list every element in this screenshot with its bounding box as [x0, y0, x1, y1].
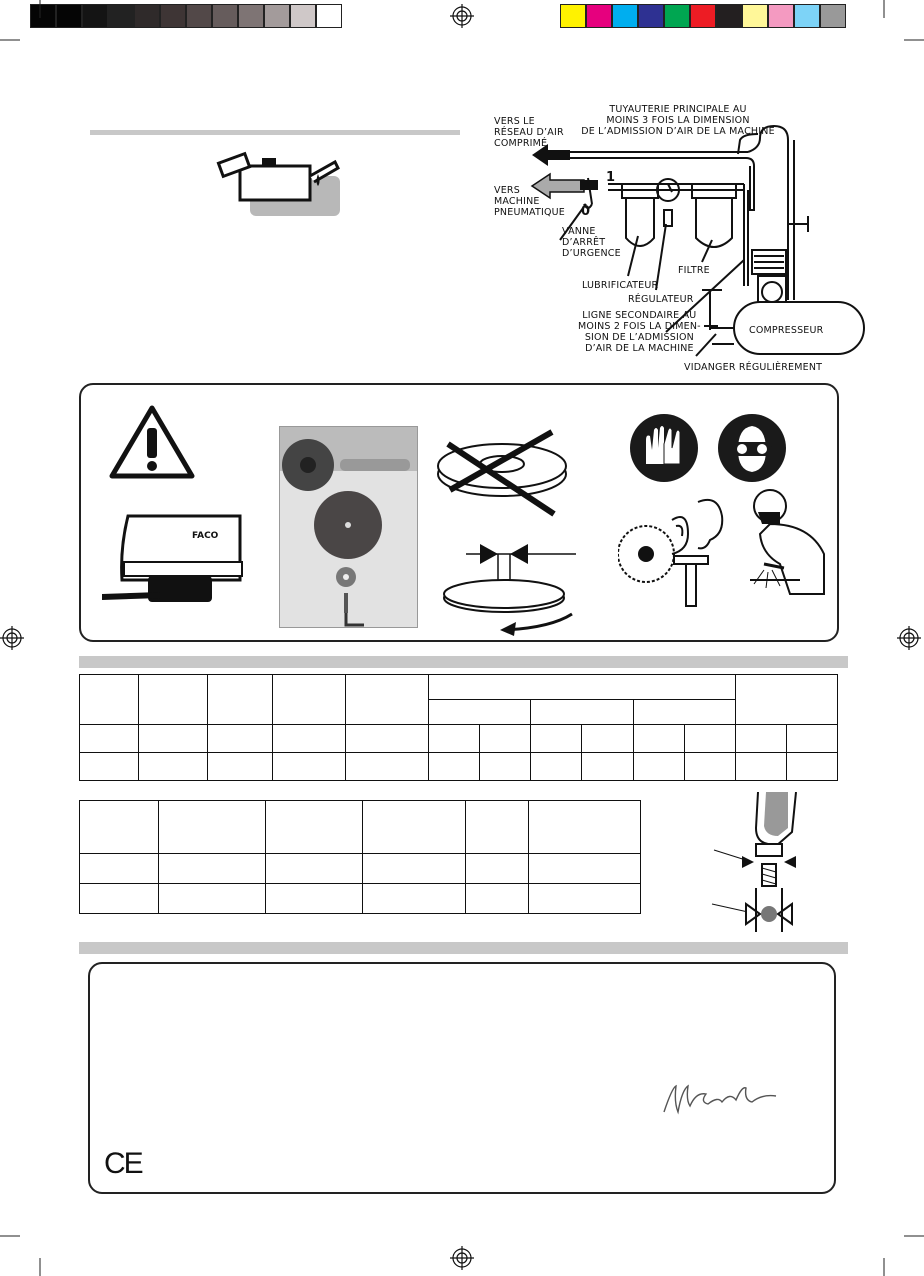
declaration-panel [88, 962, 836, 1194]
section-divider [79, 942, 848, 954]
emergency-valve-label: VANNE D’ARRÊT D’URGENCE [562, 226, 621, 259]
oil-can-icon [210, 148, 350, 218]
spec-table-2 [79, 800, 641, 914]
signature-image [660, 1082, 780, 1118]
lubricator-label: LUBRIFICATEUR [582, 280, 659, 291]
to-network-label: VERS LE RÉSEAU D’AIR COMPRIMÉ [494, 116, 564, 149]
hearing-protection-icon [618, 490, 730, 610]
rotation-arrow-icon [500, 622, 516, 636]
section-divider [90, 130, 460, 135]
registration-target-icon [450, 1246, 474, 1270]
hose-connection-icon [708, 792, 798, 932]
prohibited-disc-icon [428, 424, 578, 524]
registration-target-icon [0, 626, 24, 650]
welding-worker-icon [740, 484, 834, 604]
warning-triangle-icon [108, 404, 196, 480]
section-divider [79, 656, 848, 668]
valve-on-label: 1 [606, 170, 616, 185]
filter-label: FILTRE [678, 265, 710, 276]
compressor-label: COMPRESSEUR [749, 325, 824, 336]
disc-assembly-photo [279, 426, 418, 628]
ce-mark: CE [104, 1147, 142, 1180]
to-machine-label: VERS MACHINE PNEUMATIQUE [494, 185, 565, 218]
grinder-tool-icon [100, 508, 250, 604]
spec-table-1 [79, 674, 838, 781]
regulator-label: RÉGULATEUR [628, 294, 694, 305]
goggles-icon [718, 414, 786, 482]
registration-target-icon [450, 4, 474, 28]
drain-label: VIDANGER RÉGULIÈREMENT [684, 362, 823, 373]
registration-target-icon [897, 626, 921, 650]
disc-mounting-icon [440, 540, 590, 636]
tool-brand-label: FACO [192, 531, 219, 541]
gloves-icon [630, 414, 698, 482]
main-pipe-label: TUYAUTERIE PRINCIPALE AU MOINS 3 FOIS LA DIMENSION DE L’ADMISSION D’AIR DE LA MACHINE [581, 104, 775, 137]
secondary-line-label: LIGNE SECONDAIRE AU MOINS 2 FOIS LA DIMEN- SION DE L’ADMISSION D’AIR DE LA MACHINE [578, 310, 701, 354]
valve-off-label: 0 [581, 204, 591, 219]
